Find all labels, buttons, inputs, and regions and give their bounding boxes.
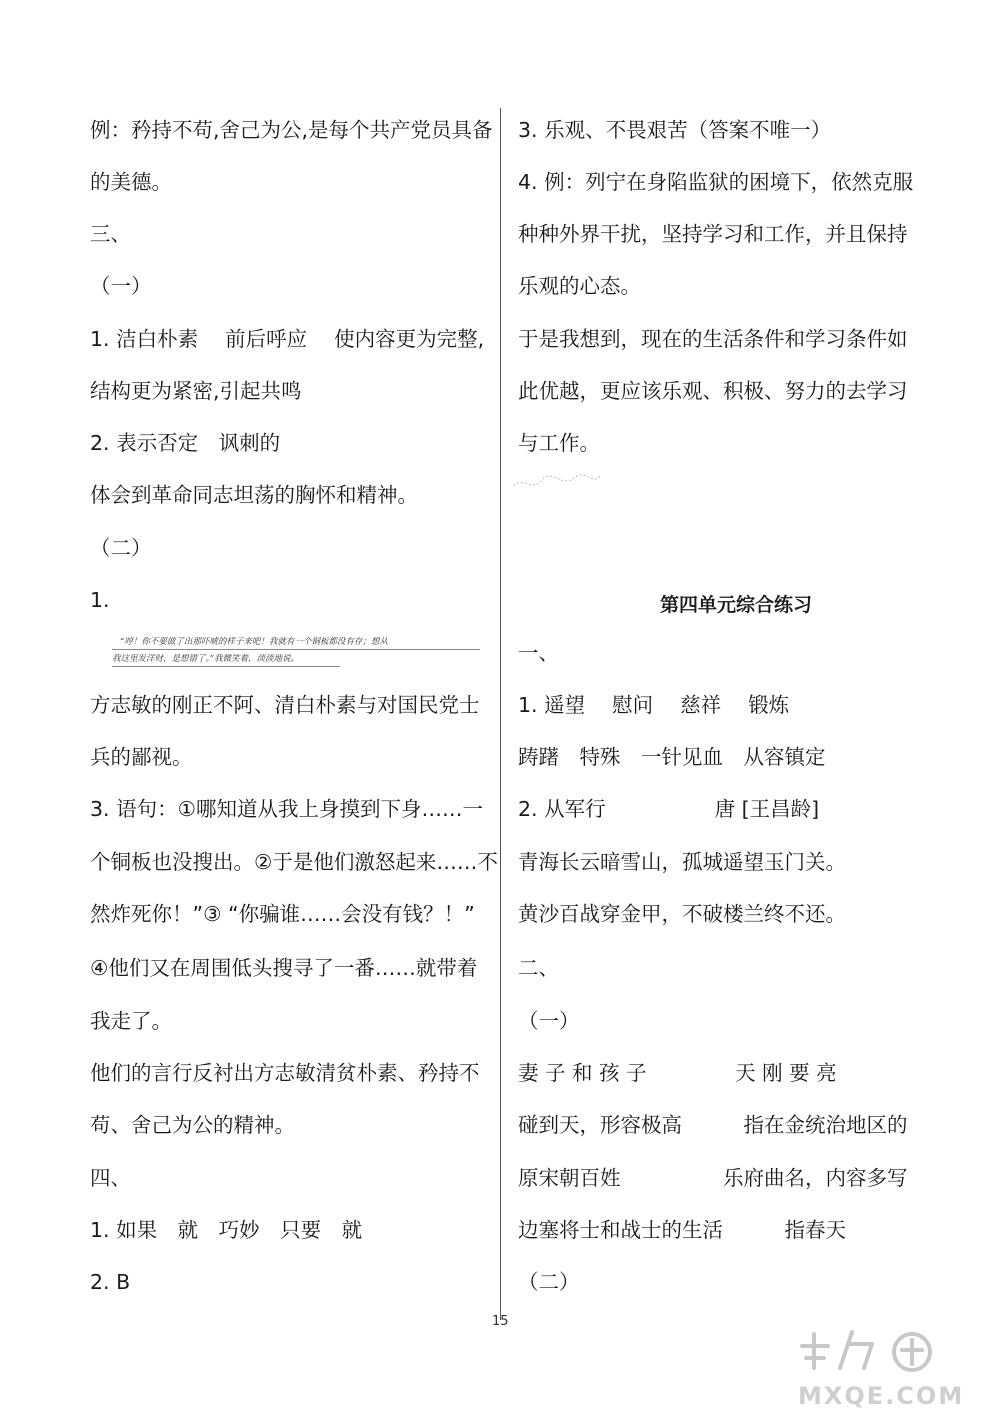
section-heading: 三、: [90, 222, 131, 246]
faint-scribble-mark: [512, 470, 602, 494]
poem-line: 黄沙百战穿金甲，不破楼兰终不还。: [518, 902, 846, 926]
section-heading: 二、: [518, 956, 559, 980]
unit-title: 第四单元综合练习: [660, 594, 813, 616]
section-heading: 四、: [90, 1166, 131, 1190]
page-number: 15: [492, 1314, 509, 1329]
answer-line: 4. 例：列宁在身陷监狱的困境下，依然克服: [518, 170, 914, 194]
answer-line: 3. 乐观、不畏艰苦（答案不唯一）: [518, 118, 832, 142]
answer-line: 1. 洁白朴素 前后呼应 使内容更为完整,: [90, 327, 485, 351]
answer-line: 2. B: [90, 1270, 131, 1294]
answer-line: 种种外界干扰，坚持学习和工作，并且保持: [518, 222, 908, 246]
answer-line: 体会到革命同志坦荡的胸怀和精神。: [90, 483, 418, 507]
answer-line: 他们的言行反衬出方志敏清贫朴素、矜持不: [90, 1061, 480, 1085]
answer-line: 与工作。: [518, 431, 600, 455]
answer-line: 乐观的心态。: [518, 274, 641, 298]
section-heading: 一、: [518, 641, 559, 665]
snippet-underline: [112, 666, 340, 667]
answer-line: 苟、舍己为公的精神。: [90, 1113, 295, 1137]
answer-line: 的美德。: [90, 170, 172, 194]
snippet-line: 我这里发洋财，是想错了。”我微笑着，淡淡地说。: [112, 654, 300, 664]
subsection-heading: （一）: [90, 274, 152, 298]
answer-line: 2. 表示否定 讽刺的: [90, 431, 281, 455]
answer-line: 结构更为紧密,引起共鸣: [90, 379, 302, 403]
answer-line: 边塞将士和战士的生活 指春天: [518, 1218, 846, 1242]
answer-line: 3. 语句：①哪知道从我上身摸到下身……一: [90, 797, 483, 821]
subsection-heading: （二）: [90, 536, 152, 560]
answer-line: 碰到天，形容极高 指在金统治地区的: [518, 1113, 908, 1137]
subsection-heading: （一）: [518, 1009, 580, 1033]
column-divider: [500, 108, 501, 1320]
answer-line: 于是我想到，现在的生活条件和学习条件如: [518, 327, 908, 351]
answer-line: 2. 从军行 唐 [王昌龄]: [518, 797, 820, 821]
answer-line: 我走了。: [90, 1009, 172, 1033]
answer-line: 原宋朝百姓 乐府曲名，内容多写: [518, 1166, 908, 1190]
subsection-heading: （二）: [518, 1270, 580, 1294]
poem-line: 青海长云暗雪山，孤城遥望玉门关。: [518, 850, 846, 874]
quoted-text-snippet: [112, 634, 482, 668]
answer-line: 踌躇 特殊 一针见血 从容镇定: [518, 745, 826, 769]
answer-line: 1. 遥望 慰问 慈祥 锻炼: [518, 693, 790, 717]
answer-line: 例：矜持不苟,舍己为公,是每个共产党员具备: [90, 118, 493, 142]
answer-line: 妻 子 和 孩 子 天 刚 要 亮: [518, 1061, 837, 1085]
answer-line: ④他们又在周围低头搜寻了一番……就带着: [90, 956, 478, 980]
svg-text:MXQE.COM: MXQE.COM: [798, 1382, 965, 1410]
answer-line: 兵的鄙视。: [90, 745, 193, 769]
answer-line: 然炸死你！”③ “你骗谁……会没有钱？！”: [90, 902, 475, 926]
watermark-logo: [792, 1322, 992, 1412]
snippet-underline: [112, 649, 480, 650]
answer-line: 1. 如果 就 巧妙 只要 就: [90, 1218, 363, 1242]
answer-line: 此优越，更应该乐观、积极、努力的去学习: [518, 379, 908, 403]
answer-line: 个铜板也没搜出。②于是他们激怒起来……不: [90, 850, 498, 874]
snippet-line: “哼！你不要做了出那吓唬的样子来吧！我就有一个铜板都没有存；想从: [120, 637, 388, 647]
answer-line: 方志敏的刚正不阿、清白朴素与对国民党士: [90, 693, 480, 717]
answer-line: 1.: [90, 588, 110, 612]
